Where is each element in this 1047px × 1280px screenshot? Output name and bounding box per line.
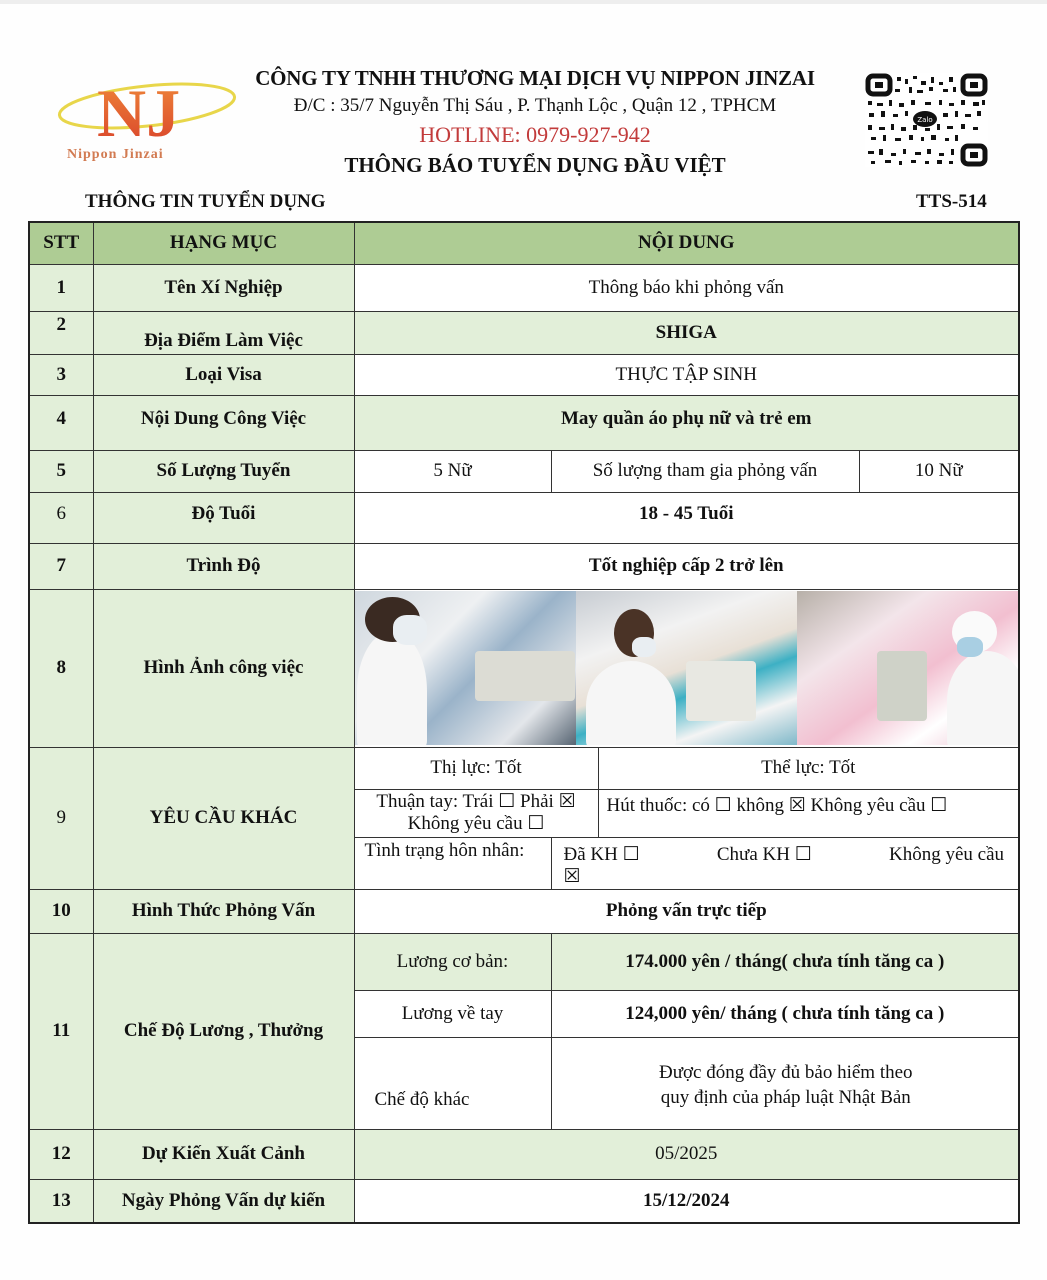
marital-status-options: [551, 837, 1019, 889]
qr-code-icon: [865, 73, 988, 167]
interview-count-label: Số lượng tham gia phỏng vấn: [551, 450, 859, 492]
row-item: Nội Dung Công Việc: [93, 395, 354, 450]
company-name-value: Thông báo khi phỏng vấn: [354, 264, 1019, 311]
visa-type-value: THỰC TẬP SINH: [354, 354, 1019, 395]
table-row: [29, 395, 1019, 450]
table-row: [29, 1129, 1019, 1179]
job-code: TTS-514: [916, 191, 987, 212]
row-item: Độ Tuổi: [93, 492, 354, 543]
svg-text:NJ: NJ: [97, 75, 181, 151]
education-value: Tốt nghiệp cấp 2 trở lên: [354, 543, 1019, 589]
marital-married-option[interactable]: Đã KH ☐: [563, 843, 640, 865]
sewing-photo-3: [797, 591, 1018, 745]
row-stt: 13: [29, 1179, 93, 1223]
table-row: [29, 354, 1019, 395]
row-stt: 6: [29, 492, 93, 543]
sewing-photo-2: [576, 591, 797, 745]
hotline: HOTLINE: 0979-927-942: [419, 122, 651, 147]
smoking-options[interactable]: Hút thuốc: có ☐ không ☒ Không yêu cầu ☐: [598, 789, 1019, 837]
notice-title: THÔNG BÁO TUYỂN DỤNG ĐẦU VIỆT: [344, 153, 726, 177]
marital-no-requirement-option[interactable]: Không yêu cầu: [889, 843, 1005, 865]
row-item: Hình Ảnh công việc: [93, 589, 354, 747]
other-benefits-line2: quy định của pháp luật Nhật Bản: [660, 1087, 911, 1108]
top-strip: [0, 0, 1047, 4]
row-stt: 3: [29, 354, 93, 395]
row-item: YÊU CẦU KHÁC: [93, 747, 354, 889]
row-item: Chế Độ Lương , Thưởng: [93, 933, 354, 1129]
recruit-count-value: 5 Nữ: [354, 450, 551, 492]
row-item: Ngày Phỏng Vấn dự kiến: [93, 1179, 354, 1223]
other-benefits-line1: Được đóng đầy đủ bảo hiểm theo: [658, 1062, 913, 1083]
marital-status-label: Tình trạng hôn nhân:: [354, 837, 551, 889]
table-row: [29, 589, 1019, 747]
row-stt: 5: [29, 450, 93, 492]
interview-date-value: 15/12/2024: [354, 1179, 1019, 1223]
row-stt: 10: [29, 889, 93, 933]
row-stt: 2: [29, 311, 93, 354]
row-stt: 1: [29, 264, 93, 311]
row-item: Trình Độ: [93, 543, 354, 589]
net-salary-label: Lương về tay: [354, 990, 551, 1037]
table-row: [29, 492, 1019, 543]
interview-format-value: Phỏng vấn trực tiếp: [354, 889, 1019, 933]
row-item: Hình Thức Phỏng Vấn: [93, 889, 354, 933]
basic-salary-label: Lương cơ bản:: [354, 933, 551, 990]
col-header-content: NỘI DUNG: [354, 222, 1019, 264]
company-header: [250, 64, 820, 180]
zalo-qr-code[interactable]: [865, 73, 988, 167]
table-row: [29, 1179, 1019, 1223]
col-header-item: HẠNG MỤC: [93, 222, 354, 264]
interview-count-value: 10 Nữ: [859, 450, 1019, 492]
table-row: [29, 747, 1019, 789]
nj-logo-icon: [55, 68, 240, 163]
row-stt: 4: [29, 395, 93, 450]
departure-date-value: 05/2025: [354, 1129, 1019, 1179]
net-salary-value: 124,000 yên/ tháng ( chưa tính tăng ca ): [551, 990, 1019, 1037]
row-stt: 8: [29, 589, 93, 747]
handedness-no-requirement[interactable]: Không yêu cầu ☐: [407, 813, 545, 834]
age-range-value: 18 - 45 Tuổi: [354, 492, 1019, 543]
fitness-value: Thể lực: Tốt: [598, 747, 1019, 789]
company-address: Đ/C : 35/7 Nguyễn Thị Sáu , P. Thạnh Lộc , Quận 12 , TPHCM: [293, 95, 777, 116]
table-row: [29, 543, 1019, 589]
work-location-value: SHIGA: [354, 311, 1019, 354]
row-stt: 7: [29, 543, 93, 589]
marital-no-requirement-checkbox[interactable]: ☒: [563, 865, 581, 887]
row-item: Địa Điểm Làm Việc: [93, 311, 354, 354]
marital-single-option[interactable]: Chưa KH ☐: [716, 843, 812, 865]
work-photos: [354, 589, 1019, 747]
row-stt: 12: [29, 1129, 93, 1179]
other-benefits-value: [551, 1037, 1019, 1129]
table-row: [29, 311, 1019, 354]
col-header-stt: STT: [29, 222, 93, 264]
row-item: Tên Xí Nghiệp: [93, 264, 354, 311]
handedness-left-right[interactable]: Thuận tay: Trái ☐ Phải ☒: [376, 791, 576, 812]
company-name: CÔNG TY TNHH THƯƠNG MẠI DỊCH VỤ NIPPON JINZAI: [255, 66, 815, 90]
handedness-options: [354, 789, 598, 837]
table-row: [29, 450, 1019, 492]
row-item: Loại Visa: [93, 354, 354, 395]
table-row: [29, 264, 1019, 311]
job-description-value: May quần áo phụ nữ và trẻ em: [354, 395, 1019, 450]
svg-text:Zalo: Zalo: [917, 116, 933, 124]
basic-salary-value: 174.000 yên / tháng( chưa tính tăng ca ): [551, 933, 1019, 990]
eyesight-value: Thị lực: Tốt: [354, 747, 598, 789]
table-row: [29, 889, 1019, 933]
row-stt: 9: [29, 747, 93, 889]
sewing-photo-1: [355, 591, 576, 745]
row-stt: 11: [29, 933, 93, 1129]
section-title: THÔNG TIN TUYỂN DỤNG: [85, 191, 326, 212]
row-item: Số Lượng Tuyển: [93, 450, 354, 492]
table-header-row: [29, 222, 1019, 264]
nippon-jinzai-logo: [55, 68, 240, 163]
other-benefits-label: Chế độ khác: [354, 1037, 551, 1129]
row-item: Dự Kiến Xuất Cảnh: [93, 1129, 354, 1179]
recruitment-table: [28, 221, 1020, 1224]
svg-text:Nippon Jinzai: Nippon Jinzai: [67, 147, 164, 162]
table-row: [29, 933, 1019, 990]
